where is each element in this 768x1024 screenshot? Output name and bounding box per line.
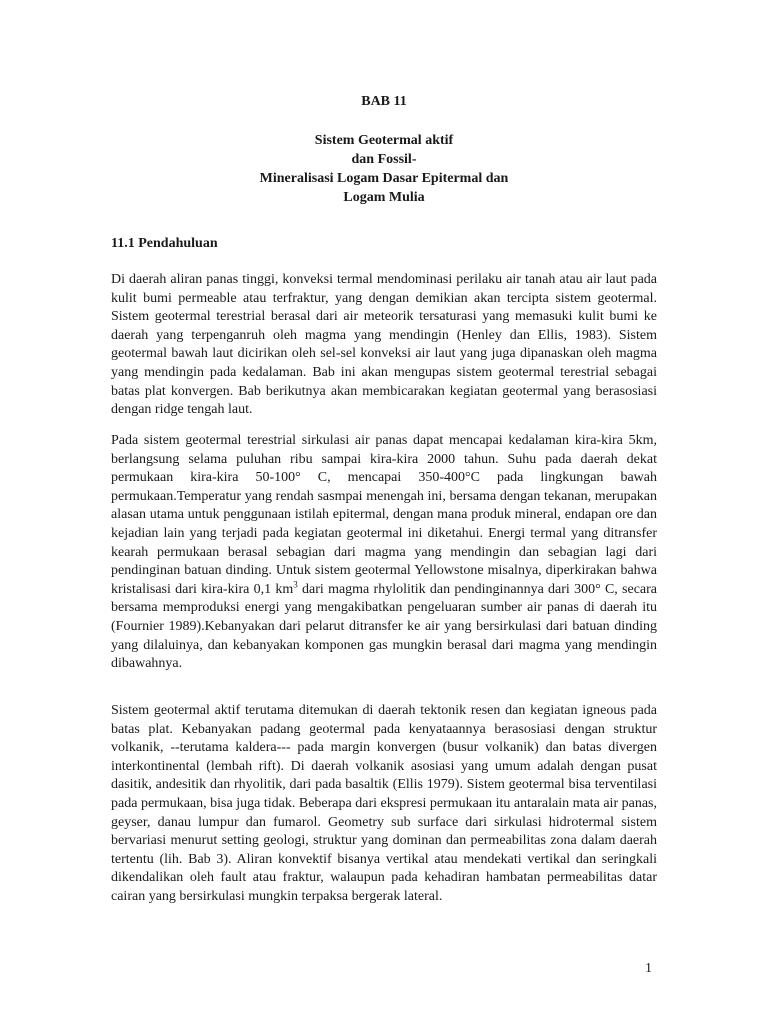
title-line: Mineralisasi Logam Dasar Epitermal dan [259,171,509,186]
page-number: 1 [645,961,652,976]
title-line: Logam Mulia [343,190,425,205]
section-heading: 11.1 Pendahuluan [111,236,218,251]
paragraph-2 [111,432,657,674]
paragraph-3: Sistem geotermal aktif terutama ditemukan di daerah tektonik resen dan kegiatan igneous pada batas plat. Kebanyakan padang geotermal pada kenyataannya berasosiasi dengan struktur volkanik, --terutama kaldera--- pada margin konvergen (busur volkanik) dan batas divergen interkontinental (lembah rift). Di daerah volkanik asosiasi yang umum adalah dengan pusat dasitik, andesitik dan rhyolitik, dari pada basaltik (Ellis 1979). Sistem geotermal bisa terventilasi pada permukaan, bisa juga tidak. Beberapa dari ekspresi permukaan itu antaralain mata air panas, geyser, danau lumpur dan fumarol. Geometry sub surface dari sirkulasi hidrotermal sistem bervariasi menurut setting geologi, struktur yang dominan dan permeabilitas zona dalam daerah tertentu (lih. Bab 3). Aliran konvektif bisanya vertikal atau mendekati vertikal dan seringkali dikendalikan oleh fault atau fraktur, walaupun pada kehadiran hambatan permeabilitas datar cairan yang bersirkulasi mungkin terpaksa bergerak lateral. [111,703,657,904]
paragraph-1: Di daerah aliran panas tinggi, konveksi termal mendominasi perilaku air tanah atau air laut pada kulit bumi permeable atau terfraktur, yang dengan demikian akan tercipta sistem geotermal. Sistem geotermal terestrial berasal dari air meteorik tersaturasi yang memasuki kulit bumi ke daerah yang terpenganruh oleh magma yang mendingin (Henley dan Ellis, 1983). Sistem geotermal bawah laut dicirikan oleh sel-sel konveksi air laut yang juga dipanaskan oleh magma yang mendingin pada kedalaman. Bab ini akan mengupas sistem geotermal terestrial sebagai batas plat konvergen. Bab berikutnya akan membicarakan kegiatan geotermal yang berasosiasi dengan ridge tengah laut. [111,272,657,418]
paragraph-2-text-b: dari magma rhylolitik dan pendinginannya dari 300° C, secara bersama memproduksi energi yang mengakibatkan pengeluaran sumber air panas di daerah itu (Fournier 1989).Kebanyakan dari pelarut ditransfer ke air yang bersirkulasi dari batuan dinding yang dilaluinya, dan kebanyakan komponen gas mungkin berasal dari magma yang mendingin dibawahnya. [111,581,658,672]
title-line: dan Fossil- [351,152,417,167]
document-title [0,131,768,207]
superscript-cubed: 3 [293,579,298,590]
chapter-title: BAB 11 [361,94,407,109]
title-line: Sistem Geotermal aktif [314,133,454,148]
paragraph-2-text-a: Pada sistem geotermal terestrial sirkulasi air panas dapat mencapai kedalaman kira-kira 5km, berlangsung selama puluhan ribu sampai kira-kira 2000 tahun. Suhu pada daerah dekat permukaan kira-kira 50-100° C, mencapai 350-400°C pada lingkungan bawah permukaan.Temperatur yang rendah sasmpai menengah ini, bersama dengan tekanan, merupakan alasan utama untuk penggunaan istilah epitermal, dengan mana produk mineral, endapan ore dan kejadian lain yang terjadi pada kegiatan geotermal ini diketahui. Energi termal yang ditransfer kearah permukaan berasal sebagian dari magma yang mendingin dan sebagian lagi dari pendinginan batuan dinding. Untuk sistem geotermal Yellowstone misalnya, diperkirakan bahwa kristalisasi dari kira-kira 0,1 km [111,433,657,597]
